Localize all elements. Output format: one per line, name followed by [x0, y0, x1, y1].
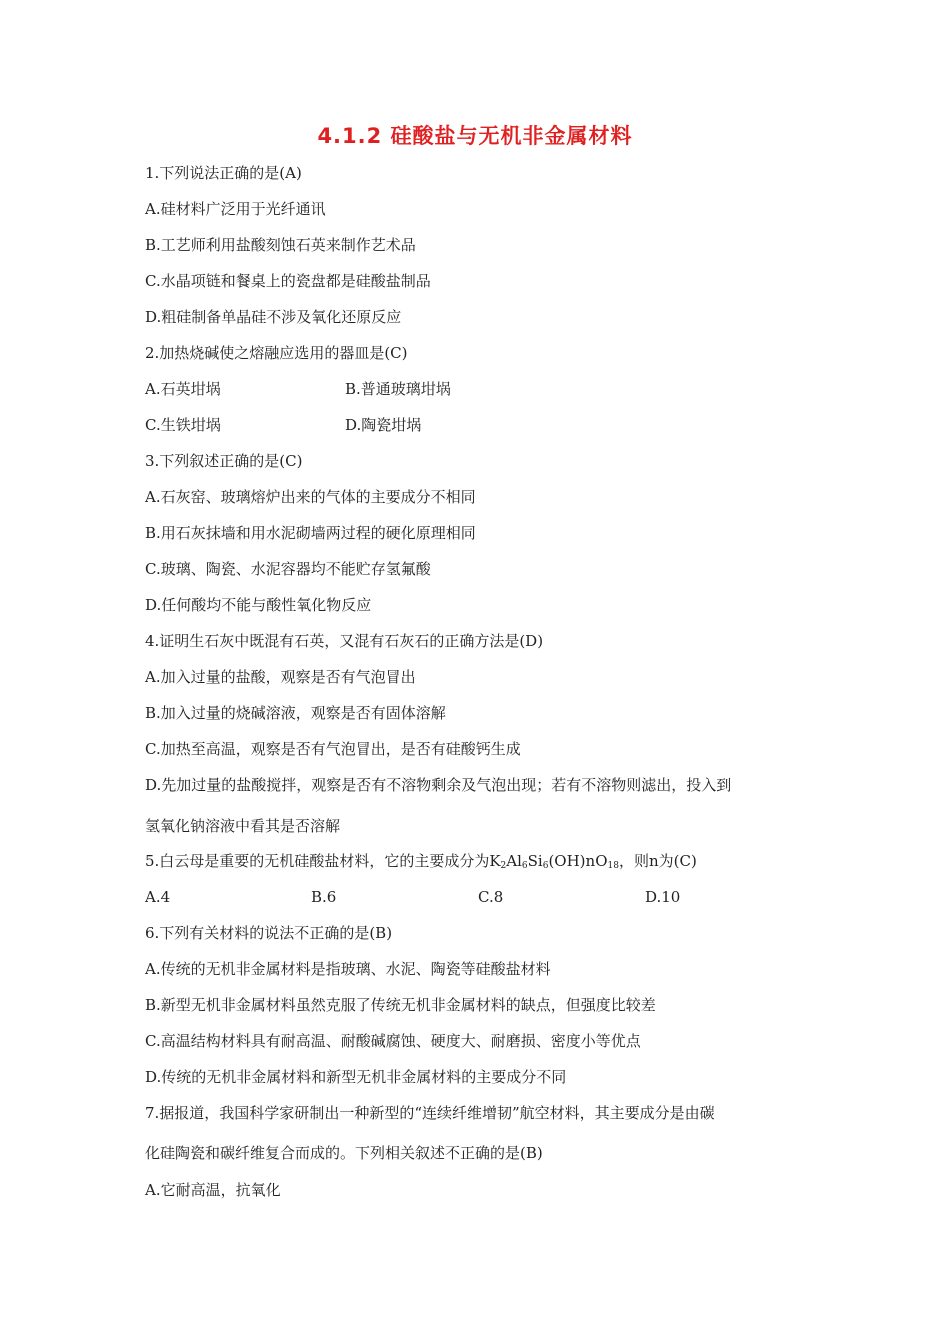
question-2-option-c: C.生铁坩埚: [145, 416, 221, 434]
question-6-option-a: A.传统的无机非金属材料是指玻璃、水泥、陶瓷等硅酸盐材料: [145, 960, 551, 978]
formula-si-subscript: 6: [542, 861, 549, 871]
question-1-option-b: B.工艺师利用盐酸刻蚀石英来制作艺术品: [145, 236, 416, 254]
question-5-stem-start: 5.白云母是重要的无机硅酸盐材料，它的主要成分为K: [145, 852, 501, 870]
question-6-stem: 6.下列有关材料的说法不正确的是(B): [145, 924, 393, 942]
question-7-stem-line-2: 化硅陶瓷和碳纤维复合而成的。下列相关叙述不正确的是(B): [145, 1144, 543, 1162]
question-2-option-d: D.陶瓷坩埚: [345, 416, 422, 434]
question-1-stem: 1.下列说法正确的是(A): [145, 164, 302, 182]
question-7-stem-line-1: 7.据报道，我国科学家研制出一种新型的“连续纤维增韧”航空材料，其主要成分是由碳: [145, 1104, 715, 1122]
formula-si: Si: [527, 852, 543, 870]
page-title: 4.1.2 硅酸盐与无机非金属材料: [317, 124, 633, 148]
question-3-option-d: D.任何酸均不能与酸性氧化物反应: [145, 596, 372, 614]
question-5-stem-end: ，则n为(C): [618, 852, 697, 870]
question-6-option-d: D.传统的无机非金属材料和新型无机非金属材料的主要成分不同: [145, 1068, 567, 1086]
question-5-option-d: D.10: [645, 888, 681, 906]
question-3-option-b: B.用石灰抹墙和用水泥砌墙两过程的硬化原理相同: [145, 524, 476, 542]
question-4-option-d-line-2: 氢氧化钠溶液中看其是否溶解: [145, 817, 341, 835]
question-4-option-d-line-1: D.先加过量的盐酸搅拌，观察是否有不溶物剩余及气泡出现；若有不溶物则滤出，投入到: [145, 776, 732, 794]
question-5-option-b: B.6: [311, 888, 337, 906]
question-3-option-c: C.玻璃、陶瓷、水泥容器均不能贮存氢氟酸: [145, 560, 431, 578]
question-3-option-a: A.石灰窑、玻璃熔炉出来的气体的主要成分不相同: [145, 488, 476, 506]
question-4-stem: 4.证明生石灰中既混有石英，又混有石灰石的正确方法是(D): [145, 632, 544, 650]
question-4-option-b: B.加入过量的烧碱溶液，观察是否有固体溶解: [145, 704, 446, 722]
question-1-option-a: A.硅材料广泛用于光纤通讯: [145, 200, 326, 218]
question-6-option-b: B.新型无机非金属材料虽然克服了传统无机非金属材料的缺点，但强度比较差: [145, 996, 656, 1014]
question-5-stem: [145, 851, 697, 871]
question-3-stem: 3.下列叙述正确的是(C): [145, 452, 303, 470]
question-2-stem: 2.加热烧碱使之熔融应选用的器皿是(C): [145, 344, 408, 362]
question-1-option-c: C.水晶项链和餐桌上的瓷盘都是硅酸盐制品: [145, 272, 431, 290]
question-2-option-a: A.石英坩埚: [145, 380, 221, 398]
question-2-option-b: B.普通玻璃坩埚: [345, 380, 451, 398]
formula-al: Al: [506, 852, 522, 870]
formula-al-subscript: 6: [521, 861, 528, 871]
question-1-option-d: D.粗硅制备单晶硅不涉及氧化还原反应: [145, 308, 402, 326]
formula-k-subscript: 2: [500, 861, 507, 871]
formula-o-subscript: 18: [607, 861, 619, 871]
question-5-option-a: A.4: [145, 888, 171, 906]
question-4-option-a: A.加入过量的盐酸，观察是否有气泡冒出: [145, 668, 416, 686]
formula-oh: (OH)nO: [548, 852, 608, 870]
question-6-option-c: C.高温结构材料具有耐高温、耐酸碱腐蚀、硬度大、耐磨损、密度小等优点: [145, 1032, 641, 1050]
question-4-option-c: C.加热至高温，观察是否有气泡冒出，是否有硅酸钙生成: [145, 740, 521, 758]
question-7-option-a: A.它耐高温，抗氧化: [145, 1181, 281, 1199]
question-5-option-c: C.8: [478, 888, 504, 906]
